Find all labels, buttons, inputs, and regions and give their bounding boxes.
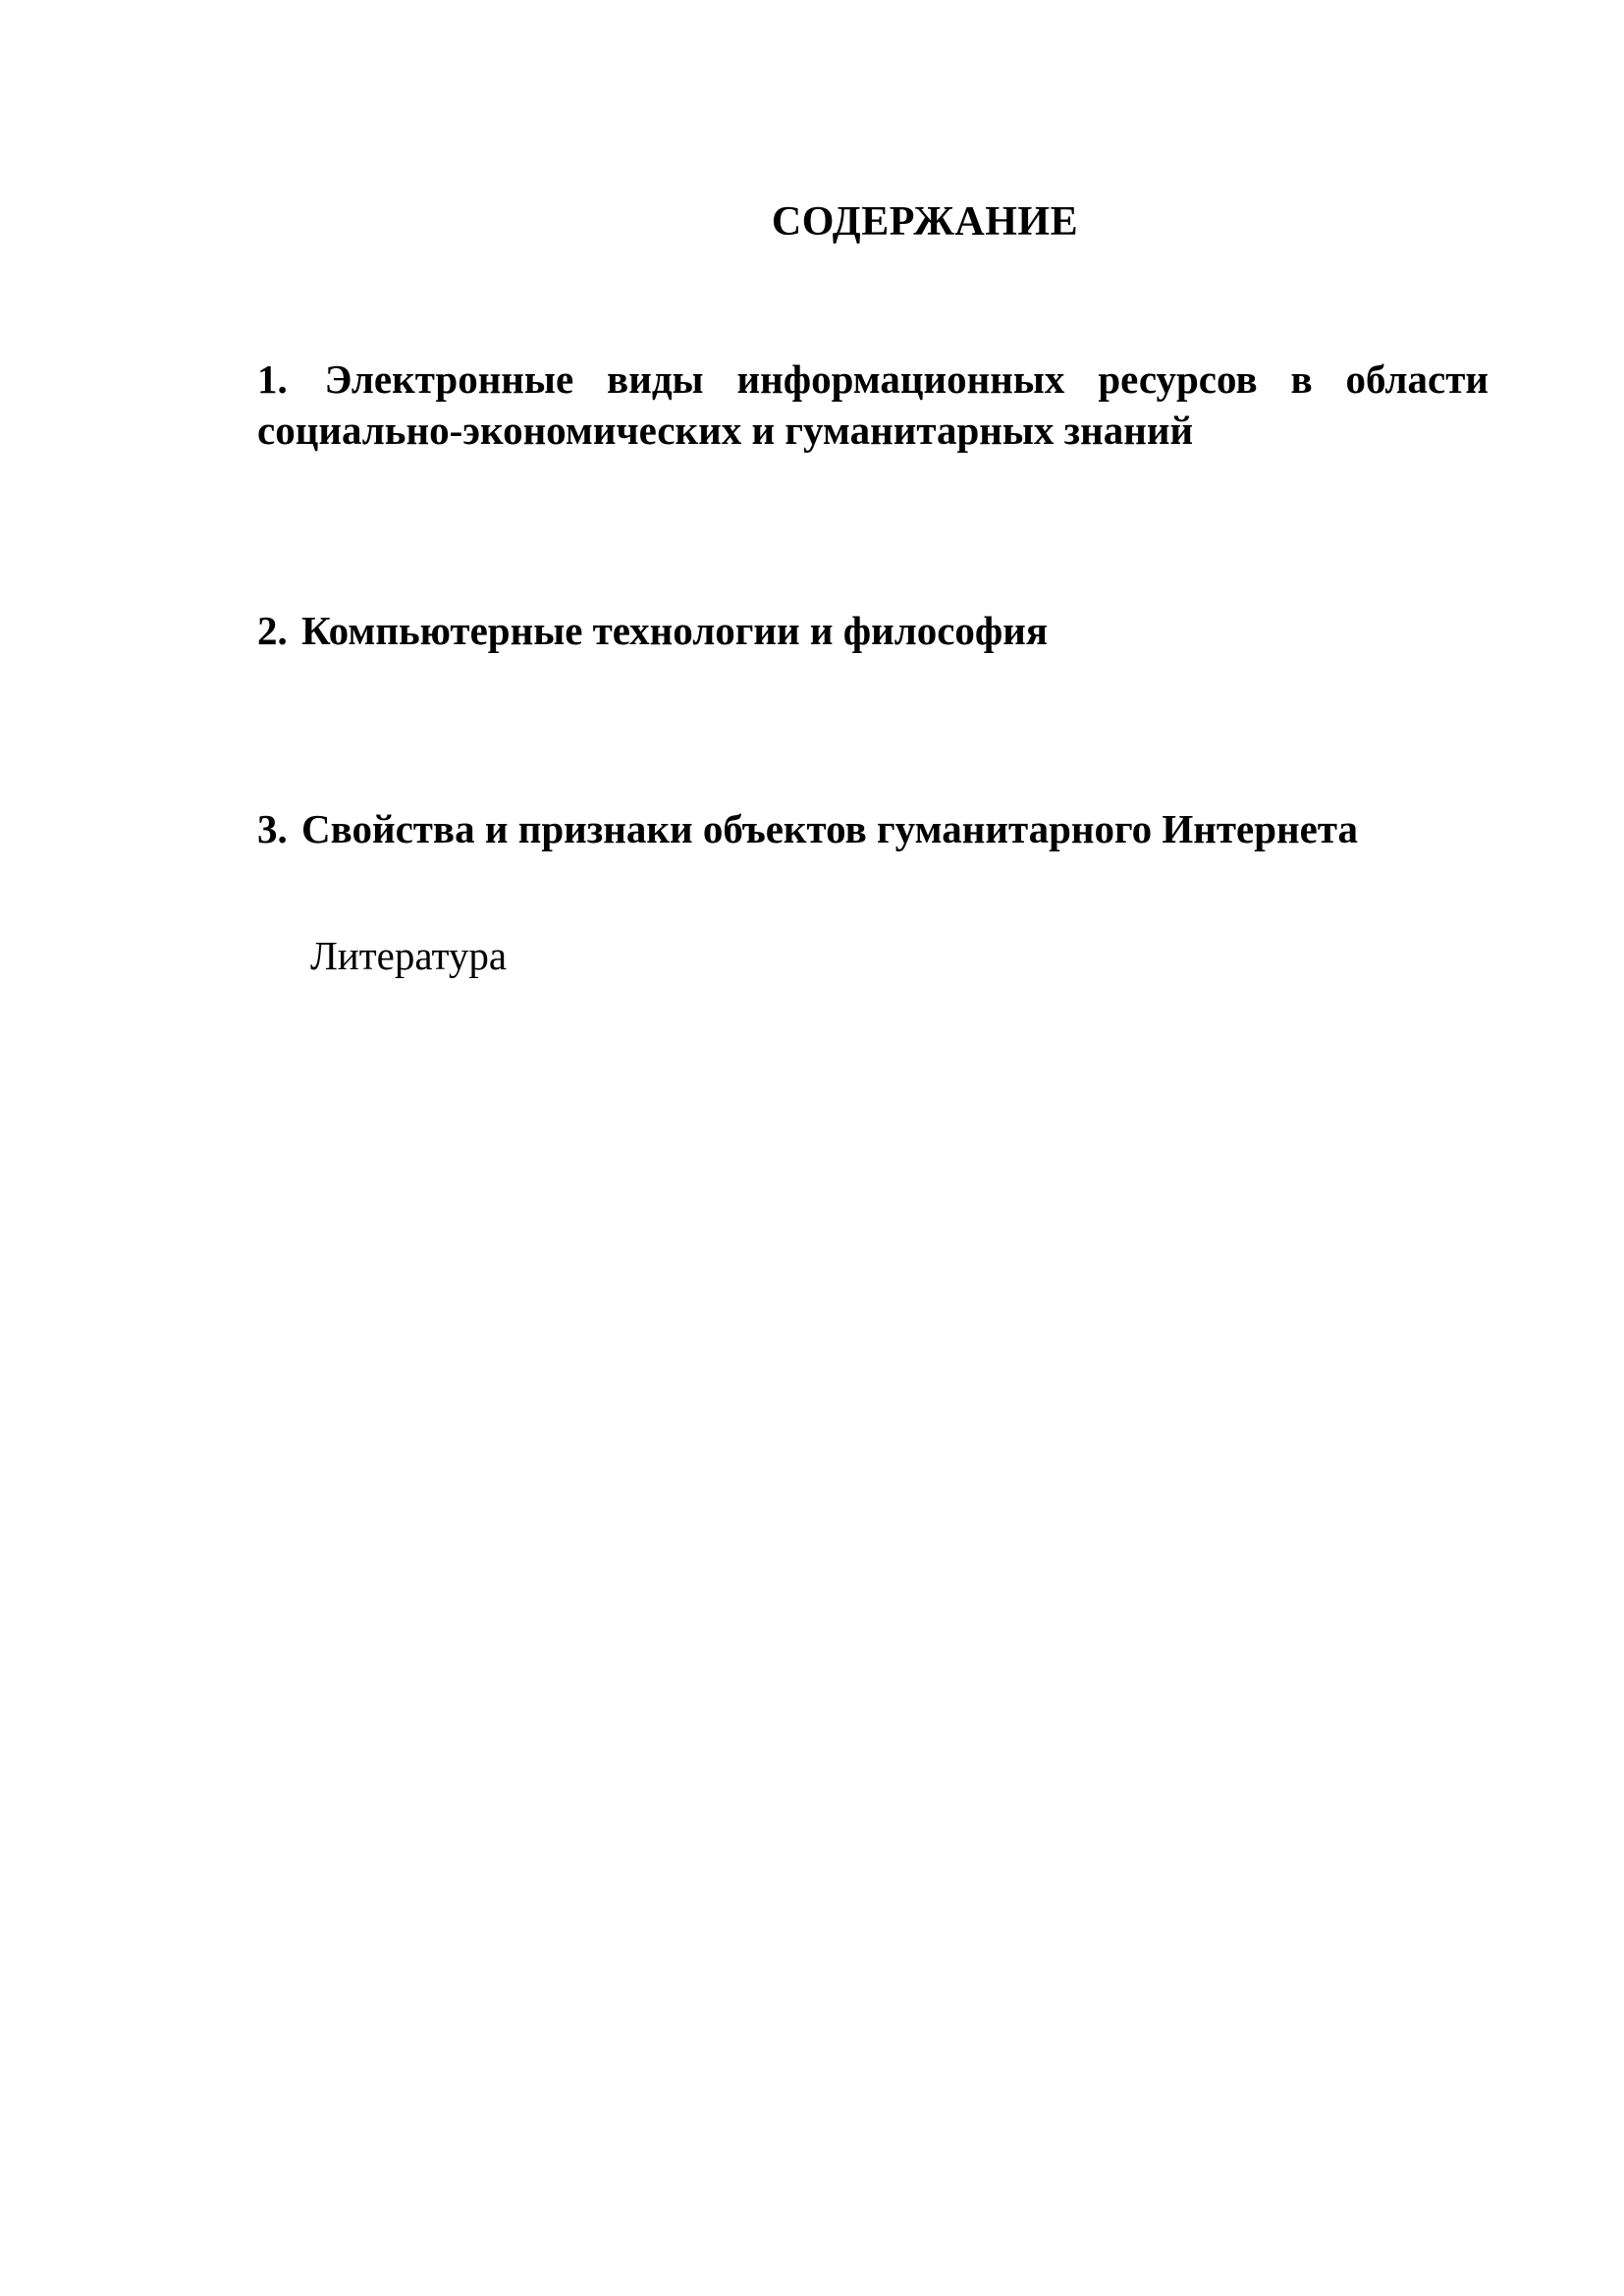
toc-item-2 — [257, 605, 1489, 656]
toc-item-text: Электронные виды информационных ресурсов в области социально-экономических и гуманитарных знаний — [257, 356, 1489, 453]
toc-item-1 — [257, 354, 1489, 456]
toc-item-literature: Литература — [310, 933, 508, 978]
toc-item-text: Свойства и признаки объектов гуманитарного Интернета — [301, 806, 1359, 851]
toc-item-text: Компьютерные технологии и философия — [301, 608, 1049, 653]
page-title: СОДЕРЖАНИЕ — [771, 199, 1079, 245]
toc-item-number: 3. — [257, 806, 288, 851]
toc-item-3 — [257, 803, 1489, 854]
toc-item-number: 1. — [257, 356, 288, 402]
toc-item-number: 2. — [257, 608, 288, 653]
